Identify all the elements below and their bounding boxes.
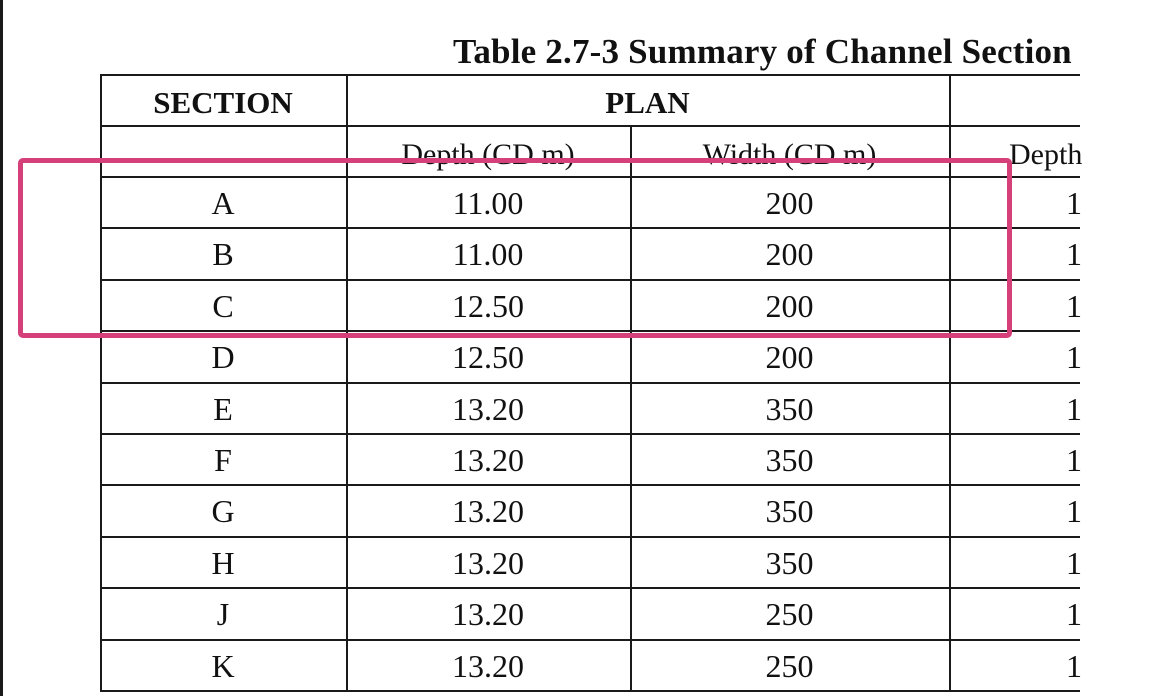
row-section-cell: H bbox=[211, 544, 235, 581]
row-depth-cell: 11.00 bbox=[452, 236, 524, 273]
row-width-cell: 350 bbox=[765, 544, 814, 581]
row-partial-cell: 1 bbox=[1066, 236, 1082, 273]
row-depth-cell: 13.20 bbox=[452, 647, 524, 684]
row-section-cell: A bbox=[211, 185, 235, 221]
table-title: Table 2.7-3 Summary of Channel Section bbox=[453, 32, 1072, 71]
row-section-cell: K bbox=[211, 647, 235, 684]
table-line-row bbox=[100, 690, 1080, 692]
table-line-row bbox=[100, 587, 1080, 589]
subheader-depth: Depth (CD m) bbox=[401, 138, 575, 171]
row-depth-cell: 13.20 bbox=[452, 442, 524, 478]
table-line-row bbox=[100, 330, 1080, 332]
row-partial-cell: 1 bbox=[1066, 544, 1082, 581]
row-section-cell: G bbox=[211, 493, 235, 530]
row-width-cell: 200 bbox=[765, 236, 814, 273]
row-partial-cell: 1 bbox=[1066, 647, 1082, 684]
row-depth-cell: 13.20 bbox=[452, 390, 524, 427]
row-depth-cell: 11.00 bbox=[452, 185, 524, 221]
header-plan: PLAN bbox=[605, 85, 690, 120]
row-partial-cell: 1 bbox=[1066, 339, 1082, 376]
row-partial-cell: 1 bbox=[1066, 185, 1082, 221]
row-partial-cell: 1 bbox=[1066, 493, 1082, 530]
row-width-cell: 250 bbox=[765, 647, 814, 684]
row-depth-cell: 13.20 bbox=[452, 544, 524, 581]
row-width-cell: 350 bbox=[765, 442, 814, 478]
subheader-width-cell bbox=[630, 134, 949, 171]
row-partial-cell: 1 bbox=[1066, 442, 1082, 478]
row-section-cell: F bbox=[214, 442, 232, 478]
row-depth-cell: 13.20 bbox=[452, 596, 524, 633]
table-line-row bbox=[100, 433, 1080, 435]
subheader-depth-partial-cell bbox=[949, 134, 1109, 171]
table-line-col-1 bbox=[346, 74, 348, 691]
row-section-cell: D bbox=[211, 339, 235, 376]
table-line-row bbox=[100, 382, 1080, 384]
table-line-header-bottom bbox=[100, 125, 1080, 127]
row-section-cell: C bbox=[212, 287, 234, 324]
row-width-cell: 200 bbox=[765, 185, 814, 221]
table-line-top bbox=[100, 74, 1080, 76]
row-depth-cell: 12.50 bbox=[452, 339, 524, 376]
row-section-cell: E bbox=[213, 390, 233, 427]
row-width-cell: 350 bbox=[765, 390, 814, 427]
row-section-cell: B bbox=[212, 236, 234, 273]
row-partial-cell: 1 bbox=[1066, 287, 1082, 324]
row-depth-cell: 12.50 bbox=[452, 287, 524, 324]
row-partial-cell: 1 bbox=[1066, 390, 1082, 427]
row-width-cell: 250 bbox=[765, 596, 814, 633]
table-line-row bbox=[100, 176, 1080, 178]
subheader-depth-partial: Depth bbox=[1009, 138, 1083, 171]
table-line-row bbox=[100, 227, 1080, 229]
row-width-cell: 200 bbox=[765, 287, 814, 324]
row-depth-cell: 13.20 bbox=[452, 493, 524, 530]
table-line-row bbox=[100, 639, 1080, 641]
table-line-col-3 bbox=[949, 74, 951, 691]
row-width-cell: 200 bbox=[765, 339, 814, 376]
table-line-col-2 bbox=[630, 125, 632, 691]
subheader-width: Width (CD m) bbox=[702, 138, 877, 171]
table-line-row bbox=[100, 279, 1080, 281]
table-line-row bbox=[100, 484, 1080, 486]
table-line-row bbox=[100, 536, 1080, 538]
row-section-cell: J bbox=[216, 596, 230, 633]
header-section: SECTION bbox=[153, 85, 293, 120]
row-width-cell: 350 bbox=[765, 493, 814, 530]
table-line-left bbox=[100, 74, 102, 691]
row-partial-cell: 1 bbox=[1066, 596, 1082, 633]
subheader-depth-cell bbox=[346, 134, 630, 171]
